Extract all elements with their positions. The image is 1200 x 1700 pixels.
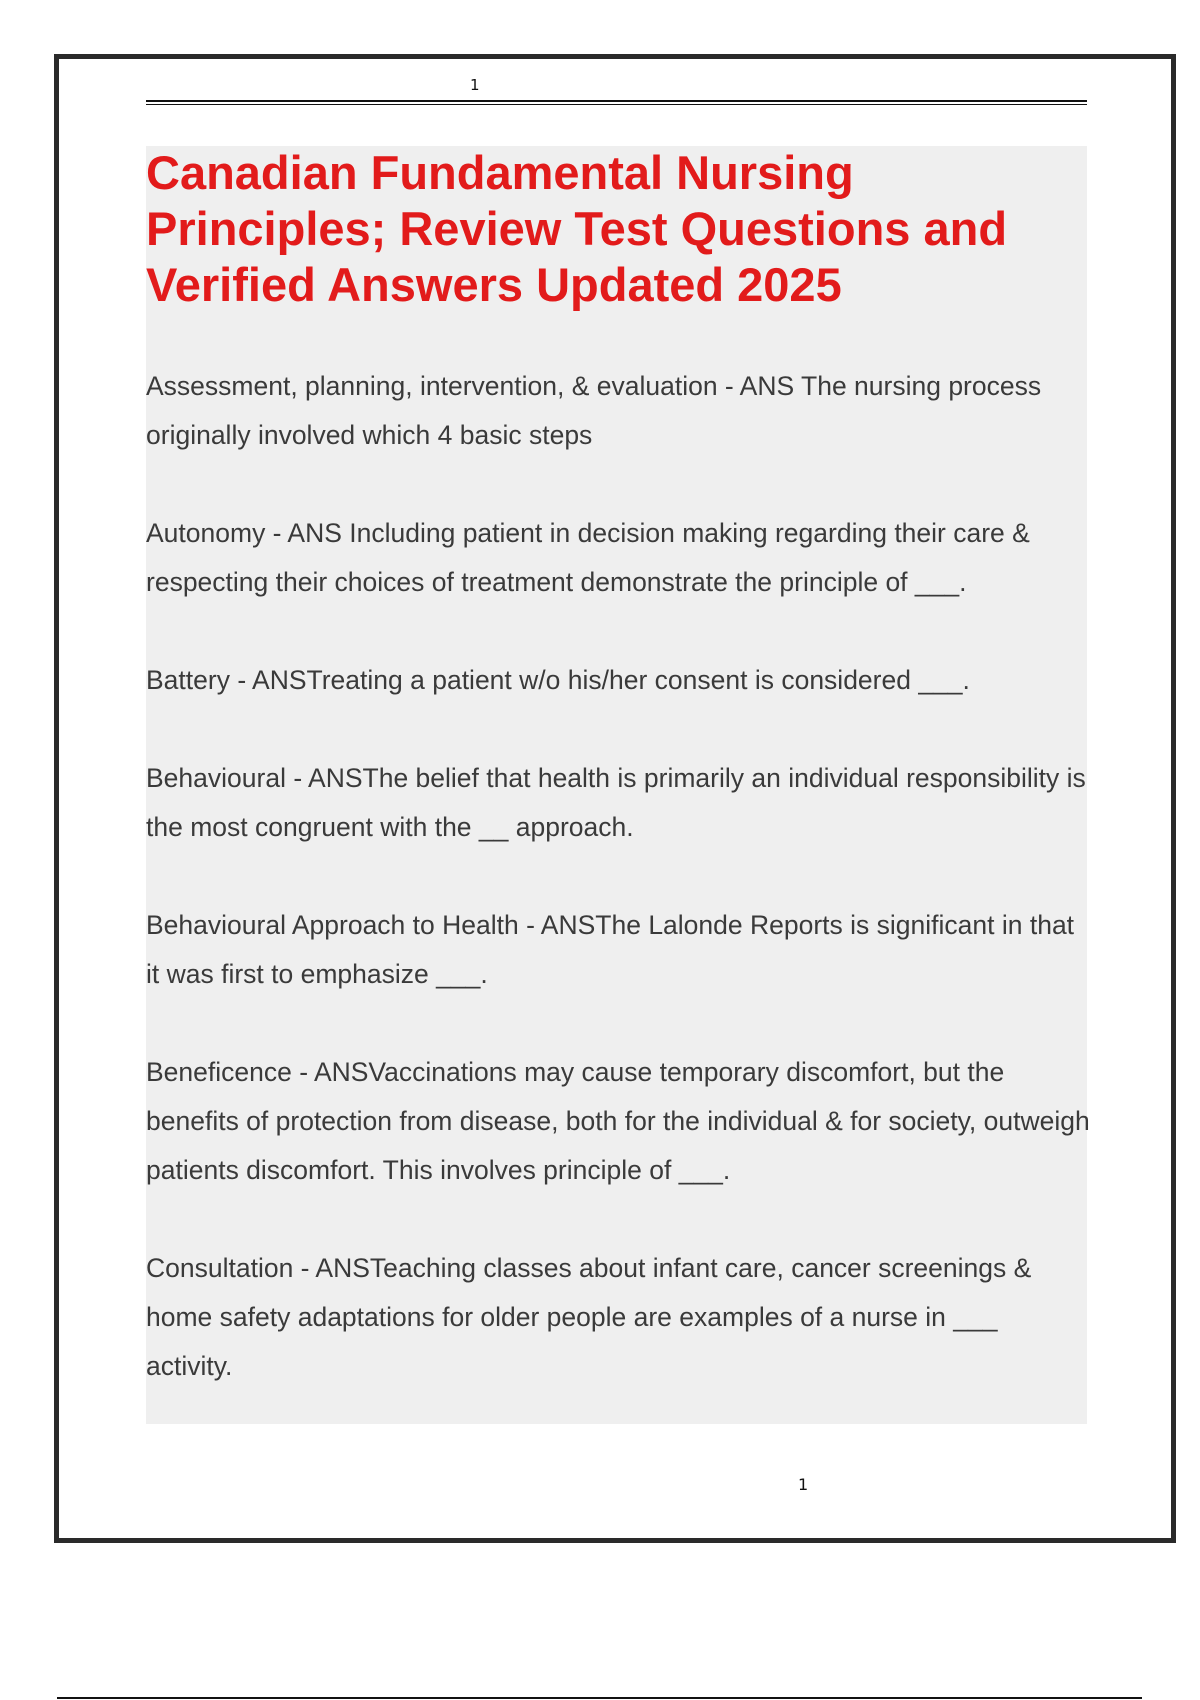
header-double-rule: [146, 100, 1087, 105]
qa-item-consultation: Consultation - ANSTeaching classes about infant care, cancer screenings & home safety adaptations for older people are examples of a nurse in ___ activity.: [146, 1253, 1032, 1381]
qa-item-assessment: Assessment, planning, intervention, & evaluation - ANS The nursing process originally involved which 4 basic steps: [146, 371, 1042, 450]
question-answer-list: [146, 362, 1091, 1440]
qa-item-beneficence: Beneficence - ANSVaccinations may cause temporary discomfort, but the benefits of protection from disease, both for the individual & for society, outweigh patients discomfort. This involves principle of ___.: [146, 1057, 1090, 1185]
bottom-rule: [57, 1697, 1142, 1699]
qa-item-autonomy: Autonomy - ANS Including patient in decision making regarding their care & respecting their choices of treatment demonstrate the principle of ___.: [146, 518, 1030, 597]
header-page-number: 1: [470, 76, 480, 94]
footer-page-number: 1: [798, 1475, 809, 1494]
qa-item-battery: Battery - ANSTreating a patient w/o his/her consent is considered ___.: [146, 665, 970, 695]
document-title: Canadian Fundamental Nursing Principles; Review Test Questions and Verified Answers Updated 2025: [146, 146, 1008, 311]
qa-item-behavioural: Behavioural - ANSThe belief that health is primarily an individual responsibility is the most congruent with the __ approach.: [146, 763, 1086, 842]
qa-item-behavioural-approach: Behavioural Approach to Health - ANSThe Lalonde Reports is significant in that it was first to emphasize ___.: [146, 910, 1075, 989]
